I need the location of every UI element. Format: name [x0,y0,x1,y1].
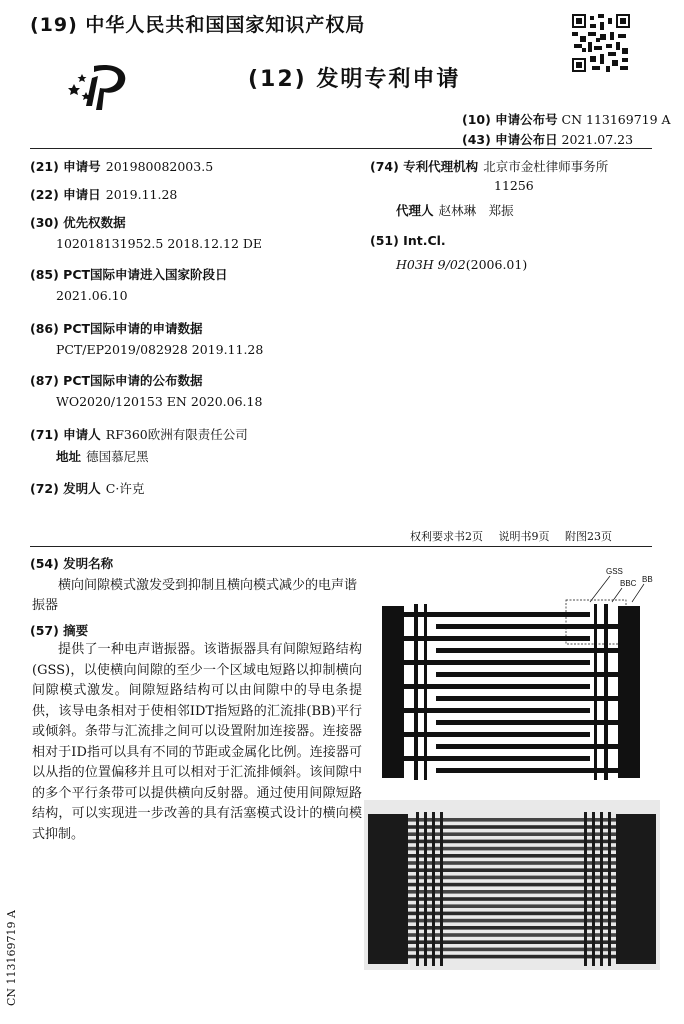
page-counts [410,528,624,544]
pub-date-value: 2021.07.23 [561,132,634,147]
micrograph-right-busbar [616,814,656,964]
claims-pages: 权利要求书2页 [410,530,483,543]
pct-entry-label [30,264,228,283]
address-value: 德国慕尼黑 [86,449,149,464]
applicant-label: (71) 申请人 [30,427,101,442]
applicant-value: RF360欧洲有限责任公司 [105,427,248,442]
micrograph-gss-strip [600,812,603,966]
priority-label-text: (30) 优先权数据 [30,215,126,230]
publication-date [462,130,633,148]
invention-title: 横向间隙模式激发受到抑制且横向模式减少的电声谐振器 [32,578,358,613]
intcl-value [396,254,527,273]
idt-finger [404,636,590,641]
intcl-label [370,230,446,249]
pub-number-label: (10) 申请公布号 [462,112,558,127]
agency-value: 北京市金杜律师事务所 [483,159,609,174]
micrograph-gss-strip [432,812,435,966]
intcl-year: (2006.01) [465,257,528,272]
pct-app-label [30,318,203,337]
agency-code: 11256 [494,178,534,193]
idt-finger [404,756,590,761]
priority-value: 102018131952.5 2018.12.12 DE [56,236,263,251]
pct-app-label-text: (86) PCT国际申请的申请数据 [30,321,203,336]
app-date-value: 2019.11.28 [105,187,178,202]
agent [396,200,514,219]
app-no-value: 201980082003.5 [105,159,214,174]
inventor-value: C·许克 [105,481,145,496]
left-gss-strip [414,604,418,780]
pub-date-label: (43) 申请公布日 [462,132,558,147]
right-busbar [618,606,640,778]
issuing-office: (19) 中华人民共和国国家知识产权局 [30,14,366,36]
left-busbar [382,606,404,778]
intcl-label-text: (51) Int.Cl. [370,233,446,248]
pct-entry-value: 2021.06.10 [56,288,128,303]
pct-pub-label [30,370,203,389]
address-label: 地址 [56,449,82,464]
agent-value: 赵林琳 郑振 [438,203,514,218]
idt-finger [436,648,618,653]
abstract-text: 提供了一种电声谐振器。该谐振器具有间隙短路结构(GSS)，以使横向间隙的至少一个区域电短路以抑制横向间隙模式激发。间隙短路结构可以由间隙中的导电条提供，该导电条相对于使相邻IDT指短路的汇流排(BB)平行或倾斜。条带与汇流排之间可以设置附加连接器。连接器相对于ID指可以具有不同的节距或金属化比例。连接器可以从指的位置偏移并且可以相对于汇流排倾斜。该间隙中的多个平行条带可以提供横向反射器。通过使用间隙短路结构，可以实现进一步改善的具有活塞模式设计的横向模式抑制。 [32,642,362,842]
micrograph-gss-strip [608,812,611,966]
resonator-diagram [376,562,658,784]
idt-finger [436,672,618,677]
label-bbc: BBC [620,579,637,588]
idt-finger [404,612,590,617]
pct-pub-label-text: (87) PCT国际申请的公布数据 [30,373,203,388]
micrograph-gss-strip [584,812,587,966]
address [56,446,149,465]
gss-leader [590,576,610,602]
inventor-label: (72) 发明人 [30,481,101,496]
body-divider [30,546,652,547]
micrograph-gss-strip [592,812,595,966]
side-code-text: CN 113169719 A [5,910,18,1006]
idt-finger [404,708,590,713]
left-gss-strip-2 [424,604,427,780]
application-number [30,156,213,175]
label-bb: BB [642,575,653,584]
applicant [30,424,248,443]
micrograph-gss-strip [440,812,443,966]
idt-finger [436,624,618,629]
micrograph-gss-strip [424,812,427,966]
micrograph-left-busbar [368,814,408,964]
idt-finger [436,696,618,701]
document-type: (12) 发明专利申请 [248,67,461,92]
idt-finger [436,768,618,773]
idt-fingers [404,612,618,773]
drawing-pages: 附图23页 [565,530,612,543]
pub-number-value: CN 113169719 A [561,112,671,127]
intcl-code: H03H 9/02 [396,257,466,272]
application-date [30,184,177,203]
inventor [30,478,144,497]
resonator-micrograph [364,800,660,970]
priority-label [30,212,126,231]
pct-pub-value: WO2020/120153 EN 2020.06.18 [56,394,263,409]
title-label [30,553,113,572]
label-gss: GSS [606,567,623,576]
right-gss-strip-2 [604,604,608,780]
pct-app-value: PCT/EP2019/082928 2019.11.28 [56,342,264,357]
micrograph-gss-strip [416,812,419,966]
idt-finger [404,660,590,665]
publication-number [462,110,671,128]
patent-agency [370,156,608,175]
idt-finger [436,744,618,749]
idt-finger [436,720,618,725]
agency-label: (74) 专利代理机构 [370,159,479,174]
agent-label: 代理人 [396,203,434,218]
pct-entry-label-text: (85) PCT国际申请进入国家阶段日 [30,267,228,282]
description-pages: 说明书9页 [498,530,550,543]
right-gss-strip [594,604,597,780]
idt-finger [404,732,590,737]
qr-code [572,14,630,72]
idt-finger [404,684,590,689]
app-no-label: (21) 申请号 [30,159,101,174]
app-date-label: (22) 申请日 [30,187,101,202]
title-label-text: (54) 发明名称 [30,556,114,571]
abstract-label-text: (57) 摘要 [30,623,89,638]
abstract-label [30,620,88,639]
cnipa-logo [66,60,138,116]
header-divider [30,148,652,149]
